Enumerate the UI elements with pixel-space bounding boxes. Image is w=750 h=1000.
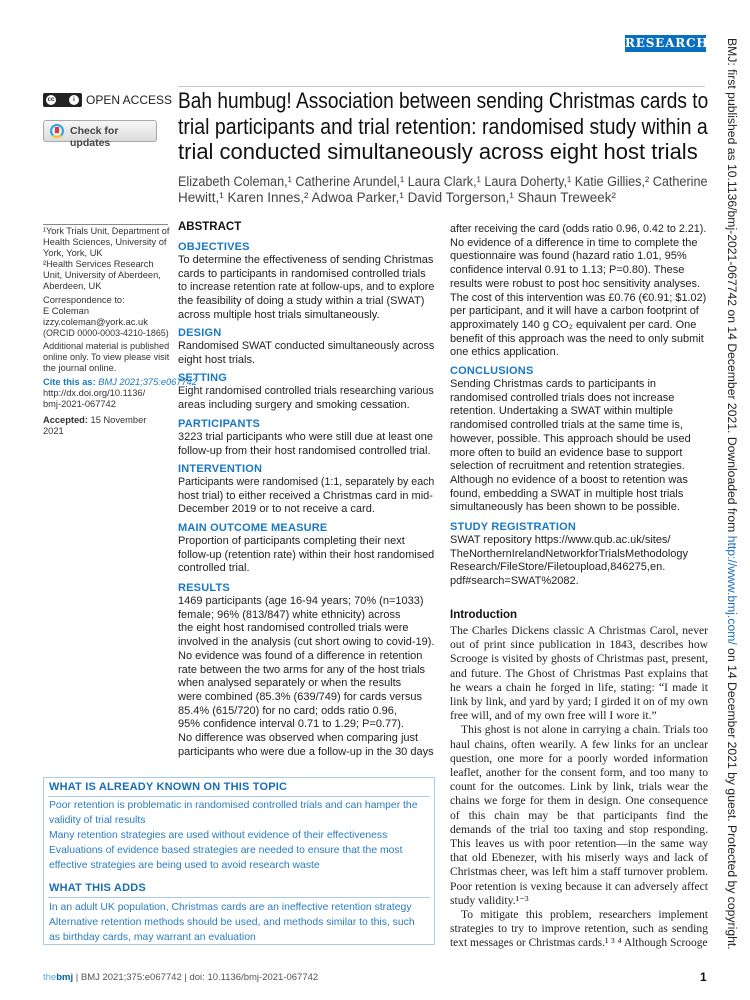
abstract-heading: ABSTRACT (178, 221, 242, 233)
divider (178, 86, 705, 87)
text-line: approximately 140 g CO₂ equivalent per card. One (450, 318, 697, 331)
abstract-results-continued (450, 223, 706, 360)
abstract-outcome (178, 521, 434, 576)
text-line: question, one more for a poorly worded information (450, 751, 708, 765)
text-line: Aberdeen, UK (43, 281, 102, 291)
doi-link[interactable] (43, 388, 169, 410)
text-line: Participants were randomised (1:1, separately by each (178, 476, 435, 488)
text-line: Eight randomised controlled trials researching various (178, 385, 434, 397)
text-line: that old Ebenezer, with his miserly ways and lack of (450, 851, 708, 865)
additional-material (43, 341, 169, 374)
text-line: To mitigate this problem, researchers implement (461, 908, 708, 922)
text-line: No evidence was found of a difference in retention (178, 649, 423, 662)
text-line: retention. Undertaking a SWAT within multiple (450, 405, 673, 418)
text-line: 3223 trial participants who were still due at least one (178, 431, 433, 443)
text-line: Randomised SWAT conducted simultaneously across (178, 340, 435, 352)
section-heading: OBJECTIVES (178, 241, 250, 253)
text-line: Unit, University of Aberdeen, (43, 270, 161, 280)
text-line: Elizabeth Coleman,¹ Catherine Arundel,¹ Laura Clark,¹ Laura Doherty,¹ Katie Gillies,² Catherine (178, 174, 708, 189)
footer-citation (43, 972, 318, 983)
text-line: No evidence of a difference in time to complete the (450, 236, 698, 249)
section-text (178, 254, 434, 323)
text-line: ²Health Services Research (43, 259, 154, 269)
text-line: Scrooge is visited by ghosts of Christmas past, present, (450, 652, 708, 666)
section-heading: RESULTS (178, 582, 230, 594)
notice-text: on 14 December 2021 by guest. Protected by copyright. (725, 644, 739, 950)
text-line: count for the outcomes. Link by link, trials wear the (450, 780, 708, 794)
affiliation-1 (43, 226, 169, 259)
text-line: one ethics application. (450, 346, 559, 359)
text-line: Poor retention is problematic in randomised controlled trials and can hamper the (49, 800, 418, 811)
text-line: eight host trials. (178, 353, 256, 366)
abstract-registration (450, 520, 706, 589)
known-list (49, 798, 429, 873)
text-line: after receiving the card (odds ratio 0.96, 0.42 to 2.21). (450, 223, 707, 235)
text-line: validity of trial results (49, 815, 146, 826)
text-line: Research/FileStore/Filetoupload,846275,en. (450, 561, 666, 574)
introduction-body (450, 624, 708, 951)
correspondence (43, 295, 169, 339)
accepted-date: 15 November 2021 (43, 415, 147, 436)
affiliation-2 (43, 259, 169, 292)
text-line: controlled trial. (178, 562, 250, 575)
check-for-updates-button[interactable] (43, 120, 157, 149)
text-line: as birthday cards, may warrant an evaluation (49, 932, 256, 943)
text-line: haul chains, often wearily. A few links for an unclear (450, 737, 708, 751)
text-line: benefit of this approach was the need to only submit (450, 332, 704, 345)
section-heading: PARTICIPANTS (178, 418, 261, 430)
check-for-updates-label: Check for updates (70, 125, 119, 149)
text-line: out of print since publication in 1843, describes how (450, 638, 708, 652)
text-line: however, possible. This approach should be used (450, 432, 691, 445)
text-line: free will, and of my own free will I wore it.” (450, 709, 657, 723)
text-line: TheNorthernIrelandNetworkforTrialsMethodology (450, 547, 689, 560)
author-list (178, 174, 708, 206)
text-line: Poor retention is vexing because it can adversely affect (450, 879, 708, 893)
text-line: Bah humbug! Association between sending Christmas cards to (178, 88, 709, 113)
section-text (178, 535, 434, 576)
abstract-intervention (178, 462, 434, 517)
page-number: 1 (700, 970, 707, 984)
text-line: Christmas cheer, was left him a staff turnover problem. (450, 865, 708, 879)
text-line: female; 96% (813/847) white ethnicity) across (178, 608, 401, 621)
text-line: Additional material is published (43, 341, 170, 351)
text-line: effective strategies are being used to avoid research waste (49, 860, 320, 871)
text-line: cards to participants in randomised controlled trials (178, 267, 426, 280)
text-line: Health Sciences, University of (43, 237, 167, 247)
abstract-participants (178, 417, 434, 458)
divider (48, 897, 430, 898)
section-heading: STUDY REGISTRATION (450, 521, 577, 533)
open-access-label: OPEN ACCESS (86, 93, 173, 107)
text-line: selection of recruitment and retention strategies. (450, 460, 685, 473)
text-line: Evaluations of evidence based strategies are needed to ensure that the most (49, 845, 403, 856)
divider (48, 796, 430, 797)
text-line: pdf#search=SWAT%2082. (450, 575, 579, 588)
text-line: To determine the effectiveness of sending Christmas (178, 254, 434, 266)
accepted-label: Accepted: (43, 415, 88, 425)
text-line: across multiple host trials simultaneously. (178, 308, 380, 321)
text-line: rate between the two arms for any of the host trials (178, 663, 426, 676)
section-text (450, 378, 706, 515)
text-line: leaflet, another for the consent form, and too many to (450, 766, 708, 780)
text-line: participants who were due a follow-up in the 30 days (178, 745, 434, 758)
text-line: online only. To view please visit (43, 352, 170, 362)
abstract-results (178, 581, 434, 759)
text-line: follow-up (retention rate) within their host randomised (178, 548, 435, 561)
adds-heading: WHAT THIS ADDS (49, 882, 146, 894)
text-line: This leaves us with poor retention—in the same way (450, 837, 708, 851)
text-line: involved in the analysis (cut short owing to covid-19). (178, 636, 435, 649)
text-line: SWAT repository https://www.qub.ac.uk/sites/ (450, 534, 671, 546)
text-line: of this chain may be that participants find the (450, 808, 708, 822)
text-line: to increase retention rate at follow-ups, and to explore (178, 281, 435, 294)
text-line: trial participants and trial retention: randomised study within a (178, 113, 708, 139)
text-line: randomised controlled trials at the same time is, (450, 419, 683, 432)
text-line: strategies to try to improve retention, such as sending (450, 922, 708, 936)
abstract-objectives (178, 240, 434, 323)
text-line: found, embedding a SWAT in multiple host trials (450, 487, 684, 500)
brand-bmj: bmj (56, 972, 74, 983)
footer-ref: | BMJ 2021;375:e067742 | doi: 10.1136/bmj-2021-067742 (73, 972, 319, 983)
text-line: questionnaire was found (hazard ratio 1.01, 95% (450, 250, 687, 263)
text-line: the journal online. (43, 363, 117, 373)
text-line: Correspondence to: (43, 295, 125, 305)
text-line: December 2019 or to not receive a card. (178, 503, 375, 516)
text-line: bmj-2021-067742 (43, 399, 116, 409)
cite-label: Cite this as: (43, 377, 96, 387)
summary-box (43, 777, 435, 945)
text-line: confidence interval 0.91 to 1.13; P=0.80). These (450, 264, 685, 277)
section-text (178, 595, 434, 759)
text-line: http://dx.doi.org/10.1136/ (43, 388, 146, 398)
abstract-design (178, 326, 434, 367)
text-line: simultaneously has been shown to be possible. (450, 501, 680, 514)
text-line: and future. The Ghost of Christmas Past explains that (450, 666, 708, 680)
brand-the: the (43, 972, 57, 983)
section-text (178, 385, 434, 412)
divider (43, 224, 168, 225)
text-line: izzy.coleman@york.ac.uk (43, 317, 148, 327)
text-line: demands of the trial too taxing and stop responding. (450, 822, 708, 836)
text-line: were combined (85.3% (639/749) for cards versus (178, 690, 422, 703)
introduction-heading: Introduction (450, 609, 518, 621)
section-heading: SETTING (178, 372, 228, 384)
text-line: the feasibility of doing a study within a trial (SWAT) (178, 295, 425, 308)
text-line: text messages or Christmas cards.¹ ³ ⁴ Although Scrooge (450, 936, 708, 950)
abstract-conclusions (450, 364, 706, 515)
text-line: areas including surgery and smoking cessation. (178, 398, 410, 411)
text-line: In an adult UK population, Christmas cards are an ineffective retention strategy (49, 902, 412, 913)
text-line: York, York, UK (43, 248, 103, 258)
copyright-notice (725, 38, 739, 988)
text-line: 1469 participants (age 16-94 years; 70% (n=1033) (178, 595, 424, 607)
text-line: The Charles Dickens classic A Christmas Carol, never (450, 624, 708, 637)
section-heading: CONCLUSIONS (450, 365, 534, 377)
crossmark-icon (50, 124, 64, 138)
cite-ref[interactable]: BMJ 2021;375:e067742 (98, 377, 198, 387)
section-banner: RESEARCH (625, 36, 709, 50)
abstract-setting (178, 371, 434, 412)
text-line: link by link, and yard by yard; I girded it on of my own (450, 695, 708, 709)
text-line: The cost of this intervention was £0.76 (€0.91; $1.02) (450, 291, 707, 304)
text-line: Many retention strategies are used without evidence of their effectiveness (49, 830, 388, 841)
text-line: the eight host randomised controlled trials were (178, 622, 409, 635)
text-line: follow-up from their host randomised controlled trial. (178, 444, 431, 457)
text-line: he wears a chain he forged in life, stating: “I made it (450, 680, 708, 694)
adds-list (49, 900, 429, 945)
text-line: trial conducted simultaneously across eight host trials (178, 139, 698, 164)
text-line: study validity.¹⁻³ (450, 893, 529, 907)
text-line: E Coleman (43, 306, 89, 316)
section-text (178, 431, 434, 458)
text-line: Although no evidence of a boost to retention was (450, 473, 688, 486)
text-line: This ghost is not alone in carrying a chain. Trials too (461, 723, 708, 737)
text-line: Hewitt,¹ Karen Innes,² Adwoa Parker,¹ David Torgerson,¹ Shaun Treweek² (178, 190, 616, 205)
text-line: when analysed separately or when the results (178, 677, 402, 690)
text-line: (ORCID 0000-0003-4210-1865) (43, 328, 169, 338)
text-line: per participant, and it will have a carbon footprint of (450, 305, 699, 318)
text-line: ¹York Trials Unit, Department of (43, 226, 170, 236)
section-text (178, 476, 434, 517)
notice-text: BMJ: first published as 10.1136/bmj-2021-067742 on 14 December 2021. Downloaded from (725, 38, 739, 536)
text-line: randomised controlled trials does not increase (450, 391, 675, 404)
text-line: more often to build an evidence base to support (450, 446, 683, 459)
text-line: chains we forge for them in design. One consequence (450, 794, 708, 808)
text-line: Proportion of participants completing their next (178, 535, 405, 547)
accepted (43, 415, 169, 437)
bmj-link[interactable]: http://www.bmj.com/ (725, 535, 739, 645)
cc-by-icon: cc i (43, 93, 82, 107)
section-heading: INTERVENTION (178, 463, 263, 475)
section-heading: DESIGN (178, 327, 222, 339)
section-text (178, 340, 434, 367)
text-line: results were robust to post hoc sensitivity analyses. (450, 277, 701, 290)
section-heading: MAIN OUTCOME MEASURE (178, 522, 328, 534)
known-heading: WHAT IS ALREADY KNOWN ON THIS TOPIC (49, 781, 288, 793)
section-text (450, 534, 706, 589)
text-line: No difference was observed when comparing just (178, 732, 419, 745)
text-line: Sending Christmas cards to participants in (450, 378, 657, 390)
text-line: host trial) to either received a Christmas card in mid- (178, 489, 433, 502)
text-line: 85.4% (615/720) for no card; odds ratio 0.96, (178, 704, 397, 717)
text-line: Alternative retention methods should be used, and methods similar to this, such (49, 917, 415, 928)
text-line: 95% confidence interval 0.71 to 1.29; P=0.77). (178, 718, 404, 731)
citation (43, 377, 198, 388)
article-title (178, 88, 708, 165)
